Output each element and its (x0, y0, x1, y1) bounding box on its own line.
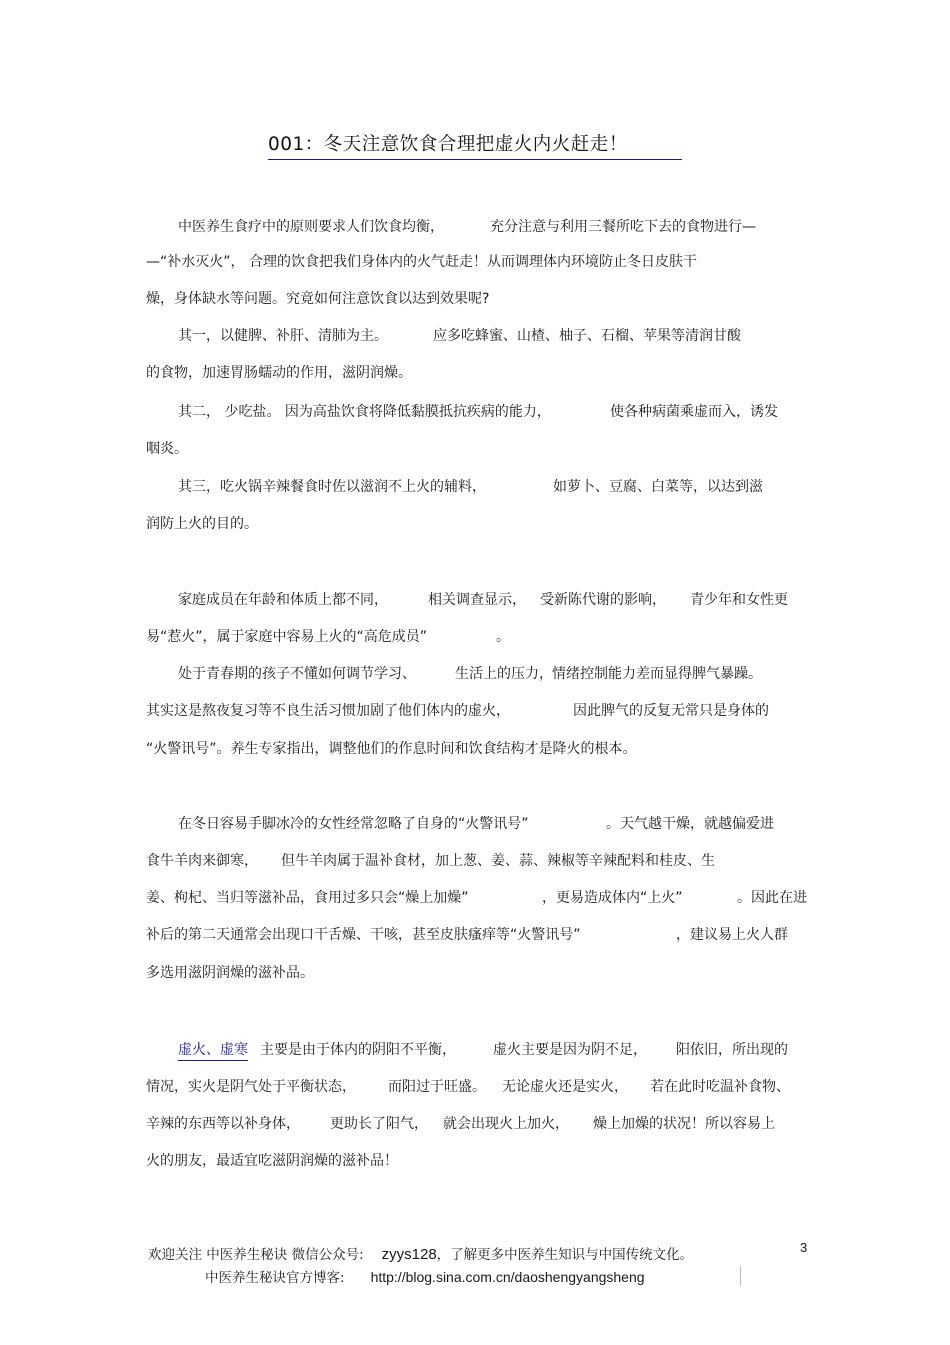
text-line-segment: 情绪控制能力差而显得脾气暴躁。 (552, 666, 762, 682)
text-line-segment: 润防上火的目的。 (146, 516, 258, 532)
text-line-segment: 处于青春期的孩子不懂如何调节学习、 (178, 666, 416, 682)
text-line-segment: 青少年和女性更 (690, 592, 788, 608)
text-line-segment: 燥上加燥的状况！所以容易上 (593, 1116, 775, 1132)
text-line-segment: 燥，身体缺水等问题。究竟如何注意饮食以达到效果呢? (146, 291, 490, 307)
text-line-segment: 阳依旧，所出现的 (676, 1042, 788, 1058)
text-line-segment: ，更易造成体内“上火” (542, 890, 683, 906)
text-line-segment: 火的朋友，最适宜吃滋阴润燥的滋补品！ (146, 1153, 398, 1169)
text-line-segment: 若在此时吃温补食物、 (650, 1079, 790, 1095)
text-line-segment: 但牛羊肉属于温补食材，加上葱、姜、蒜、辣椒等辛辣配料和桂皮、生 (281, 853, 715, 869)
blog-label: 中医养生秘诀官方博客: (205, 1270, 345, 1286)
text-line-segment: —“补水灭火”， 合理的饮食把我们身体内的火气赶走！从而调理体内环境防止冬日皮肤干 (146, 254, 697, 270)
text-line-segment: 而阳过于旺盛。 (388, 1079, 486, 1095)
text-line-segment: 其一，以健脾、补肝、清肺为主。 (178, 328, 388, 344)
text-link[interactable]: 虚火、虚寒 (178, 1039, 248, 1061)
page-title: 001：冬天注意饮食合理把虚火内火赶走！ (268, 130, 682, 160)
text-line-segment: 无论虚火还是实火， (502, 1079, 628, 1095)
text-line-segment: 在冬日容易手脚冰冷的女性经常忽略了自身的“火警讯号” (178, 816, 529, 832)
text-line-segment: 如萝卜、豆腐、白菜等，以达到滋 (553, 479, 763, 495)
page-number: 3 (800, 1240, 808, 1255)
text-line-segment: 的食物，加速胃肠蠕动的作用，滋阴润燥。 (146, 365, 412, 381)
text-line-segment: ，建议易上火人群 (676, 927, 788, 943)
text-line-segment: “火警讯号”。养生专家指出，调整他们的作息时间和饮食结构才是降火的根本。 (146, 741, 637, 757)
text-line-segment: 因此脾气的反复无常只是身体的 (573, 703, 769, 719)
text-line-segment: 相关调查显示， (428, 592, 526, 608)
text-line-segment: 易“惹火”，属于家庭中容易上火的“高危成员” (146, 629, 428, 645)
text-line-segment: 食牛羊肉来御寒， (146, 853, 258, 869)
text-line-segment: 应多吃蜂蜜、山楂、柚子、石榴、苹果等清润甘酸 (433, 328, 741, 344)
footer-prefix: 欢迎关注 中医养生秘诀 微信公众号: (148, 1247, 364, 1263)
text-line-segment: 主要是由于体内的阴阳不平衡， (260, 1042, 456, 1058)
text-line-segment: 。 (496, 629, 510, 645)
text-line-segment: 就会出现火上加火， (443, 1116, 569, 1132)
text-line-segment: 其实这是熬夜复习等不良生活习惯加剧了他们体内的虚火， (146, 703, 510, 719)
text-line-segment: 更助长了阳气， (330, 1116, 428, 1132)
text-line-segment: 其二， 少吃盐。 因为高盐饮食将降低黏膜抵抗疾病的能力， (178, 404, 551, 420)
text-line-segment: 其三，吃火锅辛辣餐食时佐以滋润不上火的辅料， (178, 479, 486, 495)
text-line-segment: 充分注意与利用三餐所吃下去的食物进行— (490, 219, 756, 235)
text-line-segment: 多选用滋阴润燥的滋补品。 (146, 965, 314, 981)
text-line-segment: 生活上的压力， (455, 666, 553, 682)
text-line-segment: 辛辣的东西等以补身体， (146, 1116, 300, 1132)
text-line-segment: 受新陈代谢的影响， (540, 592, 666, 608)
footer-suffix: ，了解更多中医养生知识与中国传统文化。 (436, 1247, 694, 1263)
footer-promo (148, 1243, 693, 1263)
text-line-segment: 咽炎。 (146, 441, 188, 457)
text-line-segment: 使各种病菌乘虚而入，诱发 (610, 404, 778, 420)
wechat-id: zyys128 (381, 1246, 437, 1263)
text-line-segment: 补后的第二天通常会出现口干舌燥、干咳，甚至皮肤瘙痒等“火警讯号” (146, 927, 581, 943)
text-line-segment: 中医养生食疗中的原则要求人们饮食均衡， (178, 219, 444, 235)
text-line-segment: 姜、枸杞、当归等滋补品，食用过多只会“燥上加燥” (146, 890, 469, 906)
text-line-segment: 虚火主要是因为阴不足， (493, 1042, 647, 1058)
text-line-segment: 家庭成员在年龄和体质上都不同， (178, 592, 388, 608)
blog-url[interactable]: http://blog.sina.com.cn/daoshengyangsheng (370, 1269, 645, 1285)
text-line-segment: 情况，实火是阴气处于平衡状态， (146, 1079, 356, 1095)
footer-blog (205, 1266, 741, 1286)
text-line-segment: 。因此在进 (737, 890, 807, 906)
text-line-segment: 。天气越干燥，就越偏爱进 (606, 816, 774, 832)
